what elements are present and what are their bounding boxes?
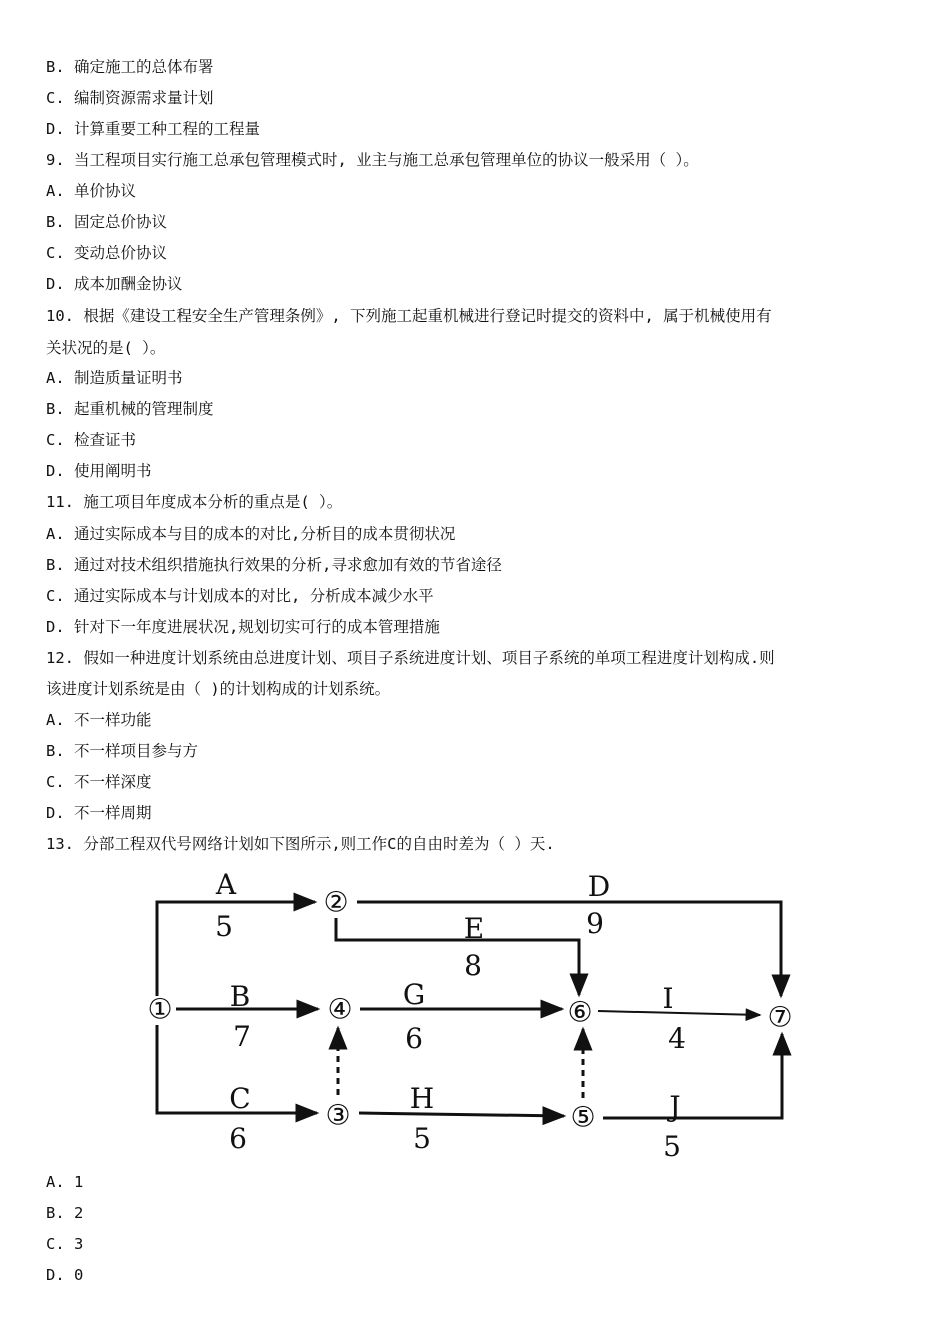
activity-b-name: B [229, 980, 251, 1013]
text-line: B. 确定施工的总体布署 [46, 58, 214, 76]
activity-h-duration: 5 [413, 1122, 431, 1155]
node-5: ⑤ [570, 1100, 596, 1134]
activity-d-name: D [587, 870, 611, 903]
text-line: A. 不一样功能 [46, 711, 152, 729]
answer-option-c: C. 3 [46, 1235, 84, 1253]
activity-d-duration: 9 [586, 907, 604, 940]
text-line: B. 起重机械的管理制度 [46, 400, 214, 418]
text-line: D. 不一样周期 [46, 804, 152, 822]
activity-e-name: E [463, 912, 485, 945]
text-line: D. 计算重要工种工程的工程量 [46, 120, 260, 138]
activity-e-duration: 8 [464, 949, 482, 982]
activity-g-duration: 6 [405, 1022, 423, 1055]
text-line: 该进度计划系统是由（ )的计划构成的计划系统。 [46, 680, 391, 698]
text-line: 12. 假如一种进度计划系统由总进度计划、项目子系统进度计划、项目子系统的单项工程进度计划构成.则 [46, 649, 775, 667]
activity-i-name: I [662, 982, 674, 1015]
text-line: A. 通过实际成本与目的成本的对比,分析目的成本贯彻状况 [46, 525, 456, 543]
activity-g-name: G [402, 978, 426, 1011]
activity-h-name: H [409, 1082, 435, 1115]
answer-option-d: D. 0 [46, 1266, 84, 1284]
text-line: C. 通过实际成本与计划成本的对比, 分析成本减少水平 [46, 587, 434, 605]
text-line: C. 检查证书 [46, 431, 136, 449]
text-line: B. 通过对技术组织措施执行效果的分析,寻求愈加有效的节省途径 [46, 556, 502, 574]
text-line: 11. 施工项目年度成本分析的重点是( ）。 [46, 493, 343, 511]
node-1: ① [147, 992, 173, 1026]
arrow-e [336, 918, 579, 995]
network-diagram [140, 868, 820, 1163]
text-line: D. 针对下一年度进展状况,规划切实可行的成本管理措施 [46, 618, 440, 636]
activity-c-duration: 6 [229, 1122, 247, 1155]
text-line: 13. 分部工程双代号网络计划如下图所示,则工作C的自由时差为（ ）天. [46, 835, 555, 853]
text-line: C. 不一样深度 [46, 773, 152, 791]
node-6: ⑥ [567, 995, 593, 1029]
text-line: C. 变动总价协议 [46, 244, 167, 262]
node-7: ⑦ [767, 1000, 793, 1034]
node-4: ④ [327, 992, 353, 1026]
activity-c-name: C [229, 1082, 251, 1115]
activity-j-duration: 5 [663, 1130, 681, 1163]
text-line: A. 制造质量证明书 [46, 369, 183, 387]
arrow-h [359, 1113, 564, 1116]
text-line: 9. 当工程项目实行施工总承包管理模式时, 业主与施工总承包管理单位的协议一般采用（ ）。 [46, 151, 699, 169]
activity-a-duration: 5 [215, 910, 233, 943]
node-2: ② [323, 885, 349, 919]
text-line: B. 固定总价协议 [46, 213, 167, 231]
text-line: B. 不一样项目参与方 [46, 742, 198, 760]
text-line: C. 编制资源需求量计划 [46, 89, 214, 107]
arrow-j [603, 1034, 782, 1118]
text-line: D. 成本加酬金协议 [46, 275, 183, 293]
activity-j-name: J [669, 1090, 681, 1123]
text-line: D. 使用阐明书 [46, 462, 152, 480]
activity-i-duration: 4 [668, 1022, 686, 1055]
text-line: 关状况的是( ）。 [46, 339, 166, 357]
activity-a-name: A [215, 868, 237, 901]
answer-option-b: B. 2 [46, 1204, 84, 1222]
text-line: A. 单价协议 [46, 182, 136, 200]
activity-b-duration: 7 [233, 1020, 251, 1053]
node-3: ③ [325, 1098, 351, 1132]
text-line: 10. 根据《建设工程安全生产管理条例》, 下列施工起重机械进行登记时提交的资料中, 属于机械使用有 [46, 307, 772, 325]
arrow-i [598, 1011, 760, 1015]
answer-option-a: A. 1 [46, 1173, 84, 1191]
